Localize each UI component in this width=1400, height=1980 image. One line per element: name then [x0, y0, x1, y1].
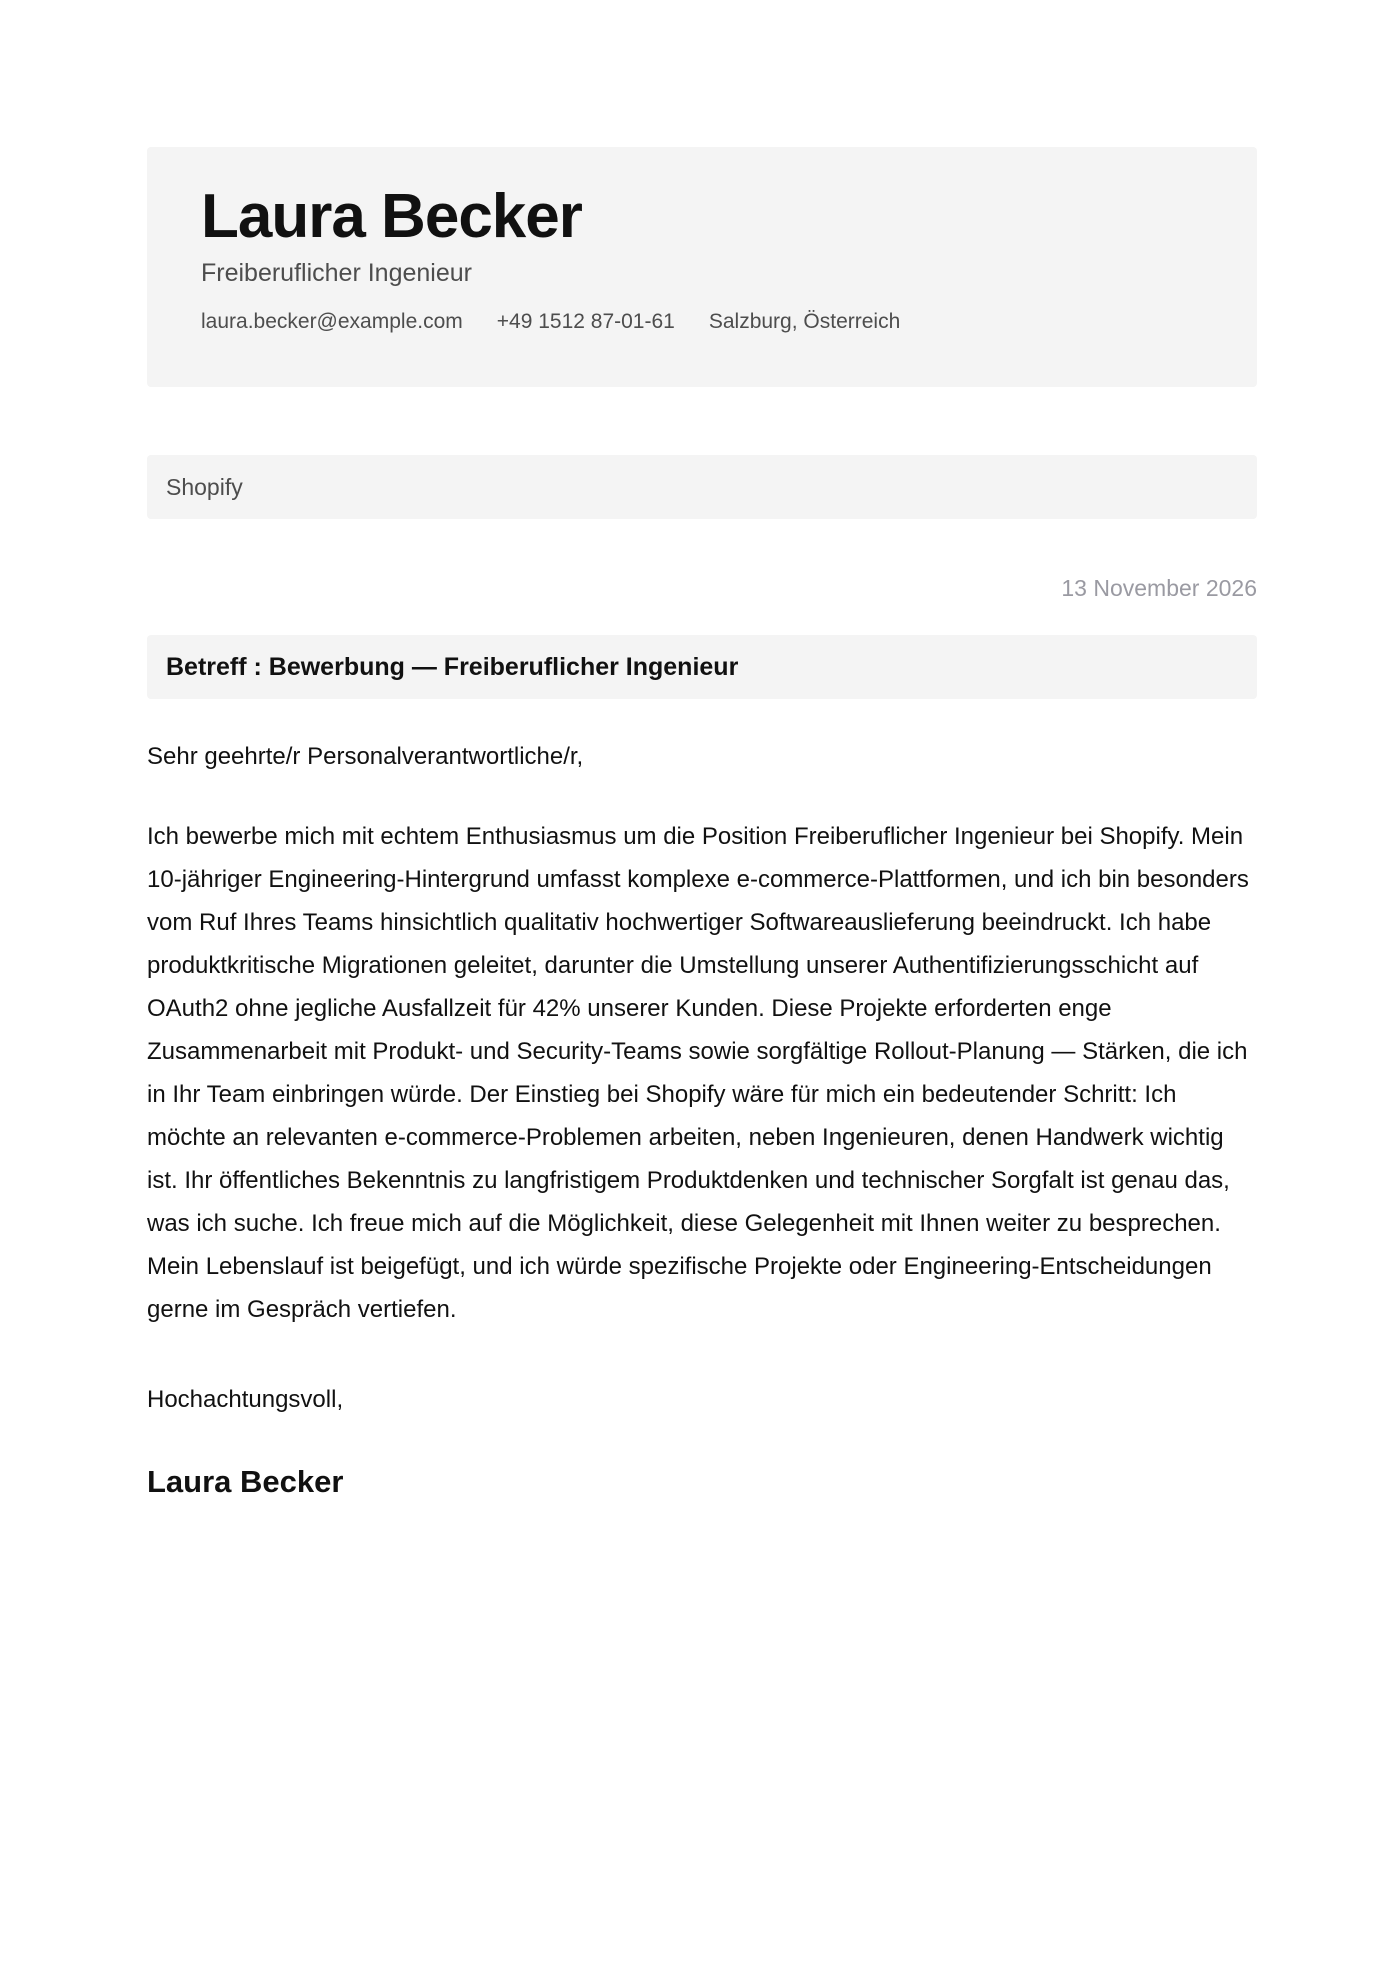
letter-closing: Hochachtungsvoll, [147, 1385, 344, 1413]
sender-name: Laura Becker [201, 182, 582, 251]
header-card [147, 147, 1257, 387]
contact-line [201, 310, 1203, 334]
letter-content [147, 147, 1257, 1500]
letter-subject: Betreff : Bewerbung — Freiberuflicher Ingenieur [166, 652, 739, 681]
letter-greeting: Sehr geehrte/r Personalverantwortliche/r, [147, 743, 584, 770]
subject-box [147, 635, 1257, 699]
recipient-box [147, 455, 1257, 519]
recipient-company: Shopify [166, 473, 243, 500]
sender-phone[interactable]: +49 1512 87-01-61 [496, 310, 675, 334]
sender-role: Freiberuflicher Ingenieur [201, 259, 472, 288]
sender-email[interactable]: laura.becker@example.com [201, 310, 463, 334]
letter-body: Ich bewerbe mich mit echtem Enthusiasmus um die Position Freiberuflicher Ingenieur bei Shopify. Mein 10-jähriger Engineering-Hintergrund umfasst komplexe e-commerce-Plattformen, und ich bin besonders vom Ruf Ihres Teams hinsichtlich qualitativ hochwertiger Softwareauslieferung beeindruckt. Ich habe produktkritische Migrationen geleitet, darunter die Umstellung unserer Authentifizierungsschicht auf OAuth2 ohne jegliche Ausfallzeit für 42% unserer Kunden. Diese Projekte erforderten enge Zusammenarbeit mit Produkt- und Security-Teams sowie sorgfältige Rollout-Planung — Stärken, die ich in Ihr Team einbringen würde. Der Einstieg bei Shopify wäre für mich ein bedeutender Schritt: Ich möchte an relevanten e-commerce-Problemen arbeiten, neben Ingenieuren, denen Handwerk wichtig ist. Ihr öffentliches Bekenntnis zu langfristigem Produktdenken und technischer Sorgfalt ist genau das, was ich suche. Ich freue mich auf die Möglichkeit, diese Gelegenheit mit Ihnen weiter zu besprechen. Mein Lebenslauf ist beigefügt, und ich würde spezifische Projekte oder Engineering-Entscheidungen gerne im Gespräch vertiefen. [147, 822, 1249, 1323]
letter-date: 13 November 2026 [1061, 575, 1257, 601]
signature-name: Laura Becker [147, 1463, 344, 1499]
sender-location: Salzburg, Österreich [708, 310, 901, 334]
